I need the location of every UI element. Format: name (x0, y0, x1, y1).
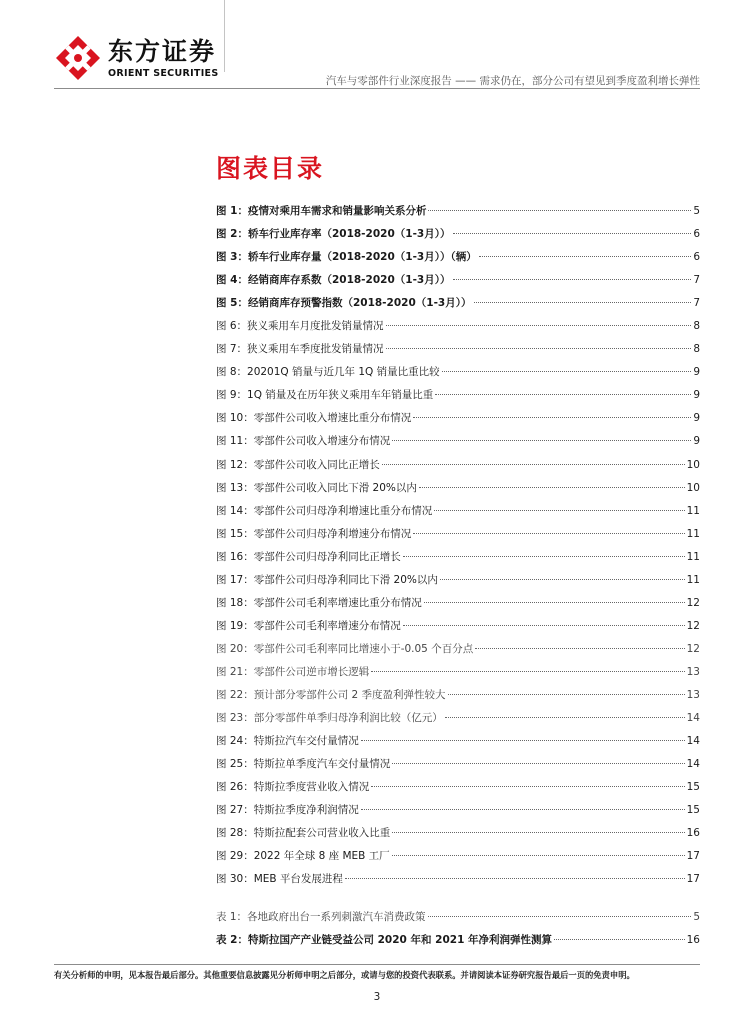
toc-entry-figure-1[interactable] (216, 203, 700, 226)
toc-entry-label: 图 29：2022 年全球 8 座 MEB 工厂 (216, 850, 390, 863)
toc-entry-page: 12 (686, 642, 700, 655)
header-rule (54, 88, 700, 89)
toc-entry-figure-9[interactable] (216, 387, 700, 410)
toc-entry-figure-14[interactable] (216, 503, 700, 526)
logo-chinese-name: 东方证券 (108, 36, 217, 66)
toc-entry-label: 图 11：零部件公司收入增速分布情况 (216, 435, 391, 448)
orient-logo-icon (54, 34, 102, 82)
toc-entry-figure-16[interactable] (216, 549, 700, 572)
dot-leader (424, 602, 685, 603)
dot-leader (392, 440, 691, 441)
toc-entry-page: 6 (693, 228, 700, 241)
toc-entry-label: 表 2：特斯拉国产产业链受益公司 2020 年和 2021 年净利润弹性测算 (216, 934, 553, 947)
dot-leader (428, 210, 691, 211)
toc-entry-figure-17[interactable] (216, 572, 700, 595)
toc-entry-figure-20[interactable] (216, 641, 700, 664)
dot-leader (392, 855, 685, 856)
toc-entry-page: 7 (693, 274, 700, 287)
toc-entry-label: 图 13：零部件公司收入同比下滑 20%以内 (216, 481, 417, 494)
toc-entry-page: 14 (686, 735, 700, 748)
dot-leader (419, 487, 685, 488)
toc-heading: 图表目录 (216, 154, 325, 183)
dot-leader (386, 348, 692, 349)
dot-leader (392, 832, 684, 833)
toc-entry-page: 9 (693, 435, 700, 448)
toc-entry-figure-3[interactable] (216, 249, 700, 272)
toc-entry-page: 9 (693, 412, 700, 425)
toc-entry-label: 图 3：轿车行业库存量（2018-2020（1-3月））（辆） (216, 251, 477, 264)
dot-leader (371, 786, 684, 787)
toc-entry-page: 11 (686, 527, 700, 540)
toc-entry-page: 10 (686, 458, 700, 471)
toc-entry-figure-19[interactable] (216, 618, 700, 641)
dot-leader (479, 256, 692, 257)
dot-leader (403, 625, 685, 626)
report-title: 汽车与零部件行业深度报告 —— 需求仍在，部分公司有望见到季度盈利增长弹性 (325, 75, 700, 87)
dot-leader (475, 648, 684, 649)
header-divider (224, 0, 700, 72)
toc-entry-figure-12[interactable] (216, 457, 700, 480)
dot-leader (453, 233, 692, 234)
dot-leader (435, 394, 691, 395)
toc-entry-figure-11[interactable] (216, 433, 700, 456)
toc-entry-label: 图 18：零部件公司毛利率增速比重分布情况 (216, 596, 422, 609)
dot-leader (474, 302, 692, 303)
dot-leader (361, 809, 685, 810)
dot-leader (445, 717, 685, 718)
page-number: 3 (373, 991, 381, 1003)
toc-entry-table-1[interactable] (216, 909, 700, 932)
dot-leader (413, 533, 684, 534)
toc-entry-label: 图 6：狭义乘用车月度批发销量情况 (216, 320, 384, 333)
toc-entry-label: 图 21：零部件公司逆市增长逻辑 (216, 665, 370, 678)
toc-entry-figure-2[interactable] (216, 226, 700, 249)
toc-entry-label: 图 2：轿车行业库存率（2018-2020（1-3月）） (216, 228, 451, 241)
toc-entry-label: 图 16：零部件公司归母净利同比正增长 (216, 550, 401, 563)
toc-entry-page: 13 (686, 688, 700, 701)
toc-entry-figure-24[interactable] (216, 733, 700, 756)
toc-entry-label: 图 26：特斯拉季度营业收入情况 (216, 781, 370, 794)
toc-entry-label: 表 1：各地政府出台一系列刺激汽车消费政策 (216, 911, 426, 923)
toc-entry-label: 图 30：MEB 平台发展进程 (216, 873, 343, 886)
toc-entry-label: 图 4：经销商库存系数（2018-2020（1-3月）） (216, 274, 451, 287)
toc-entry-figure-22[interactable] (216, 687, 700, 710)
footer-rule (54, 964, 700, 965)
toc-entry-page: 12 (686, 596, 700, 609)
toc-entry-page: 11 (686, 573, 700, 586)
toc-entry-label: 图 5：经销商库存预警指数（2018-2020（1-3月）） (216, 297, 472, 310)
toc-entry-page: 17 (686, 850, 700, 863)
logo-english-name: ORIENT SECURITIES (108, 67, 219, 79)
toc-entry-label: 图 22：预计部分零部件公司 2 季度盈利弹性较大 (216, 688, 446, 701)
toc-entry-label: 图 17：零部件公司归母净利同比下滑 20%以内 (216, 573, 438, 586)
toc-entry-figure-30[interactable] (216, 871, 700, 894)
toc-entry-figure-25[interactable] (216, 756, 700, 779)
toc-entry-page: 14 (686, 712, 700, 725)
dot-leader (448, 694, 685, 695)
toc-entry-figure-15[interactable] (216, 526, 700, 549)
toc-entry-label: 图 15：零部件公司归母净利增速分布情况 (216, 527, 412, 540)
toc-entry-figure-10[interactable] (216, 410, 700, 433)
toc-entry-figure-27[interactable] (216, 802, 700, 825)
toc-entry-page: 6 (693, 251, 700, 264)
toc-entry-page: 5 (693, 205, 700, 217)
toc-entry-page: 10 (686, 481, 700, 494)
toc-entry-figure-7[interactable] (216, 341, 700, 364)
toc-entry-figure-23[interactable] (216, 710, 700, 733)
dot-leader (392, 763, 684, 764)
toc-entry-page: 15 (686, 781, 700, 794)
toc-entry-label: 图 20：零部件公司毛利率同比增速小于-0.05 个百分点 (216, 642, 474, 655)
toc-entry-label: 图 23：部分零部件单季归母净利润比较（亿元） (216, 712, 443, 725)
toc-entry-figure-13[interactable] (216, 480, 700, 503)
dot-leader (403, 556, 685, 557)
toc-entry-label: 图 24：特斯拉汽车交付量情况 (216, 735, 359, 748)
dot-leader (453, 279, 692, 280)
table-list (216, 909, 700, 955)
toc-entry-page: 11 (686, 550, 700, 563)
dot-leader (345, 878, 685, 879)
dot-leader (413, 417, 691, 418)
toc-entry-label: 图 9：1Q 销量及在历年狭义乘用车年销量比重 (216, 389, 434, 402)
dot-leader (434, 510, 684, 511)
toc-entry-figure-5[interactable] (216, 295, 700, 318)
toc-entry-label: 图 14：零部件公司归母净利增速比重分布情况 (216, 504, 433, 517)
toc-entry-figure-8[interactable] (216, 364, 700, 387)
toc-entry-page: 13 (686, 665, 700, 678)
toc-entry-label: 图 28：特斯拉配套公司营业收入比重 (216, 827, 391, 840)
toc-entry-page: 9 (693, 389, 700, 402)
toc-entry-page: 8 (693, 320, 700, 333)
toc-entry-label: 图 12：零部件公司收入同比正增长 (216, 458, 380, 471)
toc-entry-label: 图 27：特斯拉季度净利润情况 (216, 804, 359, 817)
toc-entry-figure-29[interactable] (216, 848, 700, 871)
toc-entry-page: 17 (686, 873, 700, 886)
disclaimer-text: 有关分析师的申明，见本报告最后部分。其他重要信息披露见分析师申明之后部分，或请与您的投资代表联系。并请阅读本证券研究报告最后一页的免责申明。 (54, 970, 635, 980)
toc-entry-page: 8 (693, 343, 700, 356)
toc-entry-page: 16 (686, 934, 700, 947)
toc-entry-page: 11 (686, 504, 700, 517)
toc-entry-figure-18[interactable] (216, 595, 700, 618)
toc-entry-figure-6[interactable] (216, 318, 700, 341)
toc-entry-page: 5 (693, 911, 700, 923)
orient-securities-logo (54, 34, 218, 82)
toc-entry-page: 14 (686, 758, 700, 771)
toc-entry-figure-21[interactable] (216, 664, 700, 687)
dot-leader (428, 916, 692, 917)
toc-entry-figure-28[interactable] (216, 825, 700, 848)
toc-entry-table-2[interactable] (216, 932, 700, 955)
toc-entry-page: 15 (686, 804, 700, 817)
dot-leader (554, 939, 685, 940)
dot-leader (371, 671, 684, 672)
toc-entry-label: 图 19：零部件公司毛利率增速分布情况 (216, 619, 401, 632)
toc-entry-label: 图 25：特斯拉单季度汽车交付量情况 (216, 758, 391, 771)
dot-leader (361, 740, 685, 741)
dot-leader (442, 371, 692, 372)
dot-leader (386, 325, 692, 326)
toc-entry-page: 7 (693, 297, 700, 310)
dot-leader (382, 464, 685, 465)
toc-entry-label: 图 10：零部件公司收入增速比重分布情况 (216, 412, 412, 425)
toc-entry-page: 16 (686, 827, 700, 840)
toc-entry-figure-4[interactable] (216, 272, 700, 295)
dot-leader (440, 579, 685, 580)
toc-entry-label: 图 7：狭义乘用车季度批发销量情况 (216, 343, 384, 356)
toc-entry-label: 图 8：20201Q 销量与近几年 1Q 销量比重比较 (216, 366, 440, 379)
toc-entry-page: 9 (693, 366, 700, 379)
figure-list (216, 203, 700, 894)
toc-entry-label: 图 1：疫情对乘用车需求和销量影响关系分析 (216, 205, 427, 217)
toc-entry-page: 12 (686, 619, 700, 632)
toc-entry-figure-26[interactable] (216, 779, 700, 802)
